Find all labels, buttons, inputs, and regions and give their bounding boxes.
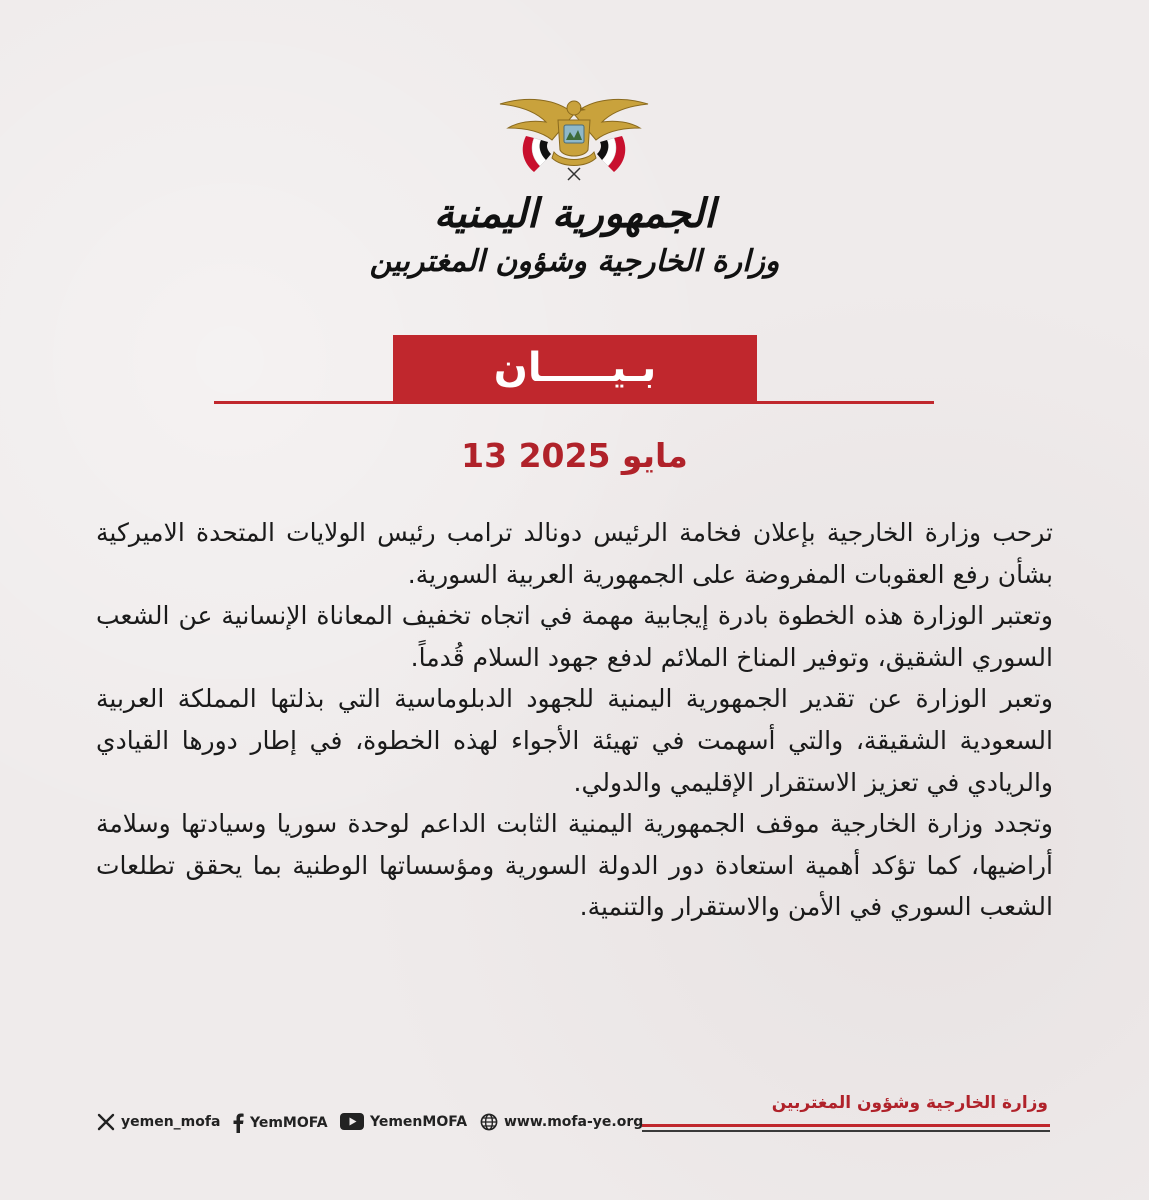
footer-divider-dark: [642, 1130, 1050, 1132]
youtube-icon: [340, 1113, 364, 1130]
logo-text-ministry: وزارة الخارجية وشؤون المغتربين: [369, 244, 780, 279]
x-icon: [97, 1113, 115, 1131]
social-x[interactable]: [97, 1113, 220, 1131]
paragraph-4: وتجدد وزارة الخارجية موقف الجمهورية اليمنية الثابت الداعم لوحدة سوريا وسيادتها وسلامة أراضيها، كما تؤكد أهمية استعادة دور الدولة السورية ومؤسساتها الوطنية بما يحقق تطلعات الشعب السوري في الأمن والاستقرار والتنمية.: [96, 809, 1053, 922]
footer-divider-red: [642, 1124, 1050, 1127]
paragraph-2: وتعتبر الوزارة هذه الخطوة بادرة إيجابية مهمة في اتجاه تخفيف المعاناة الإنسانية عن الشعب السوري الشقيق، وتوفير المناخ الملائم لدفع جهود السلام قُدماً.: [96, 601, 1053, 672]
footer-ministry-name: وزارة الخارجية وشؤون المغتربين: [771, 1093, 1048, 1113]
social-youtube-handle: YemenMOFA: [370, 1113, 468, 1130]
social-x-handle: yemen_mofa: [121, 1114, 221, 1130]
social-facebook[interactable]: [232, 1113, 328, 1133]
title-divider: [214, 401, 934, 404]
statement-date: 13 مايو 2025: [461, 436, 688, 475]
statement-body: [96, 512, 1053, 928]
social-website[interactable]: [480, 1113, 643, 1131]
paragraph-1: ترحب وزارة الخارجية بإعلان فخامة الرئيس دونالد ترامب رئيس الولايات المتحدة الاميركية بشأن رفع العقوبات المفروضة على الجمهورية العربية السورية.: [96, 518, 1053, 589]
yemen-emblem-icon: [496, 92, 652, 182]
globe-icon: [480, 1113, 498, 1131]
paragraph-3: وتعبر الوزارة عن تقدير الجمهورية اليمنية للجهود الدبلوماسية التي بذلتها المملكة العربية السعودية الشقيقة، والتي أسهمت في تهيئة الأجواء لهذه الخطوة، في إطار دورها القيادي والريادي في تعزيز الاستقرار الإقليمي والدولي.: [96, 684, 1053, 797]
social-website-url: www.mofa-ye.org: [504, 1114, 644, 1130]
statement-title: بـيـــــان: [393, 335, 757, 401]
social-youtube[interactable]: [340, 1113, 467, 1130]
facebook-icon: [232, 1113, 244, 1133]
logo-text-republic: الجمهورية اليمنية: [433, 190, 716, 237]
social-facebook-handle: YemMOFA: [250, 1115, 328, 1131]
